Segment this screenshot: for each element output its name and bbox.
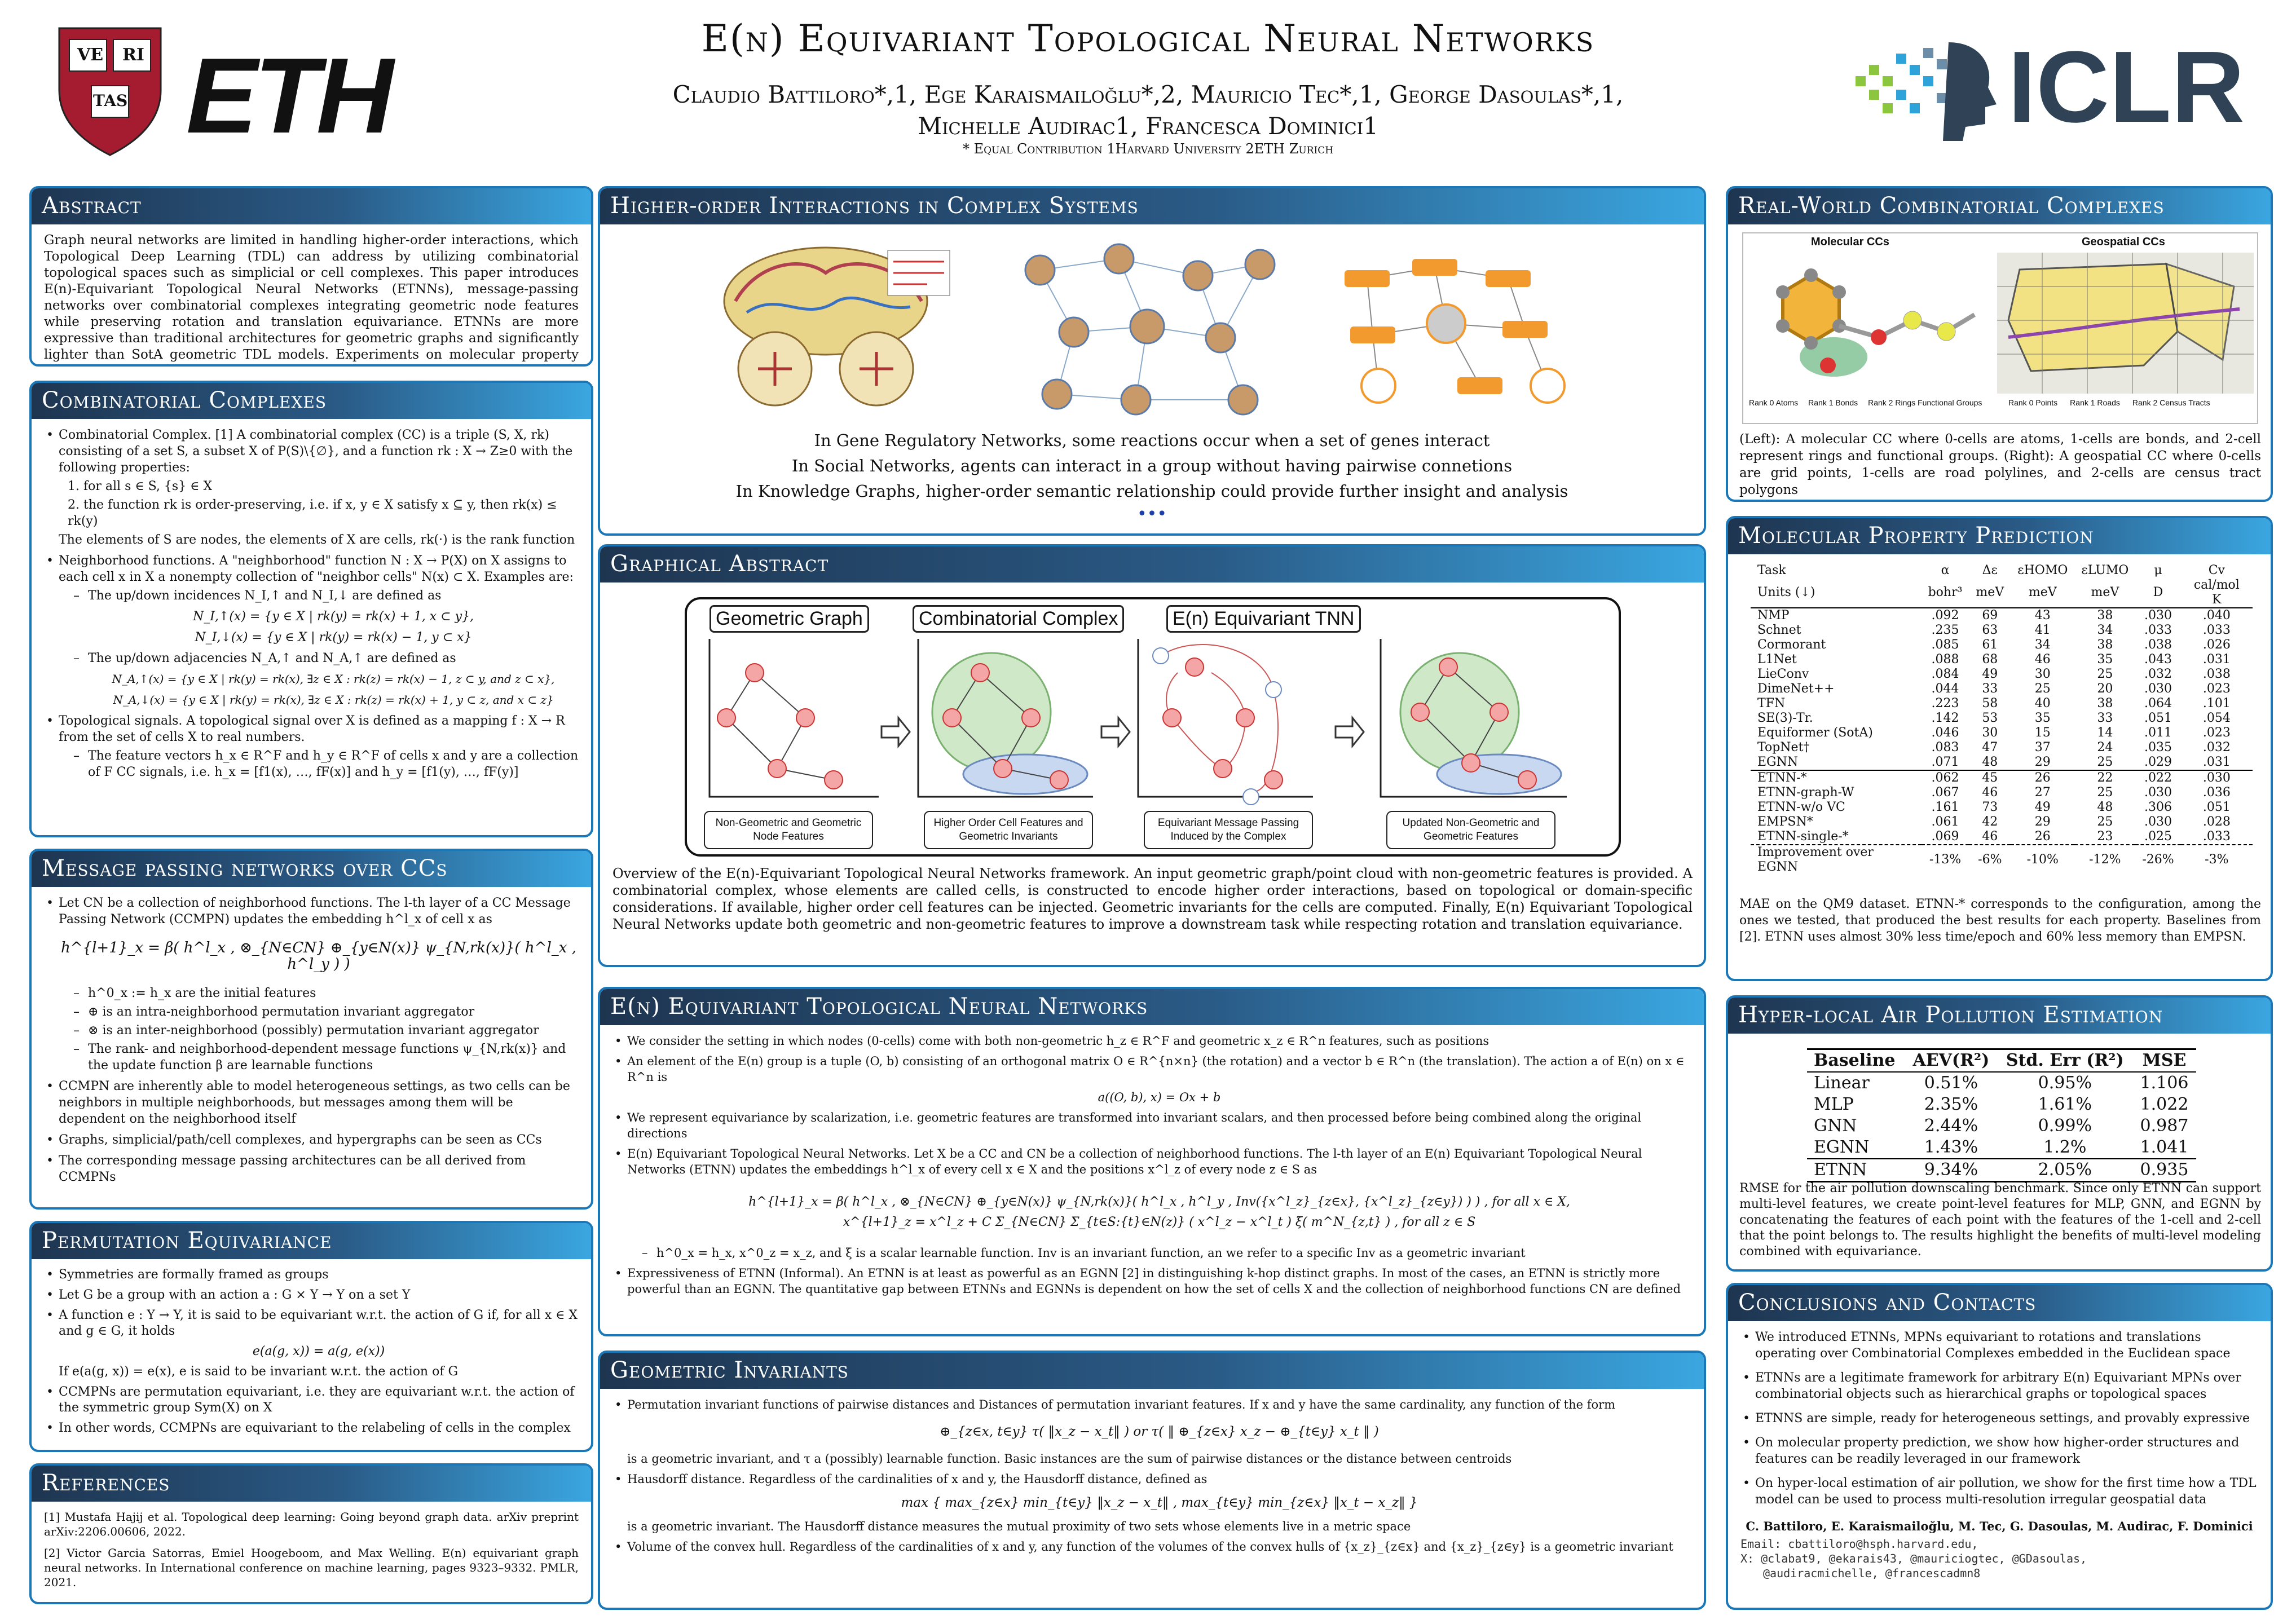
cc-incidences: – The up/down incidences N_I,↑ and N_I,↓ are defined as N_I,↑(x) = {y ∈ X | rk(y) = rk(x) + 1, x ⊂ y}, N_I,↓(x) = {y ∈ X | rk(y) = rk(x) − 1, y ⊂ x} — [72, 588, 579, 646]
perm-invariant: If e(a(g, x)) = e(x), e is said to be invariant w.r.t. the action of G — [59, 1365, 459, 1379]
mpp-table-cell: 46 — [1982, 785, 1998, 800]
air-table-cell: 0.51% — [1924, 1073, 1978, 1093]
mpp-table-row — [1751, 829, 2253, 845]
mpp-table-cell: 38 — [2097, 638, 2113, 652]
mpp-table-cell: 22 — [2097, 771, 2113, 785]
mpp-table-row — [1751, 696, 2253, 711]
mpp-table-cell: .029 — [2144, 755, 2172, 769]
etnn-bullet-2: • An element of the E(n) group is a tuple (O, b) consisting of an orthogonal matrix O ∈ R^{n×n} (the rotation) and a vector b ∈ R^n (the translation). The action a of E(n) on x ∈ R^n is a((O, b), x) = Ox + b — [612, 1053, 1691, 1105]
gene-network-illustration — [713, 239, 961, 408]
mpp-table-cell: 46 — [2034, 652, 2051, 667]
mpp-table-cell: 15 — [2034, 726, 2051, 740]
mpp-table-cell: 25 — [2034, 682, 2051, 696]
cc-adjacencies: – The up/down adjacencies N_A,↑ and N_A,↑ are defined as N_A,↑(x) = {y ∈ X | rk(y) = rk(x), ∃z ∈ X : rk(z) = rk(x) − 1, z ⊂ y, and z ⊂ x}, N_A,↓(x) = {y ∈ X | rk(y) = rk(x), ∃z ∈ X : rk(z) = rk(x) + 1, y ⊂ z, and x ⊂ z} — [72, 650, 579, 708]
conc-names: C. Battiloro, E. Karaismailoğlu, M. Tec, G. Dasoulas, M. Audirac, F. Dominici — [1746, 1519, 2253, 1533]
mpp-table-cell: .046 — [1931, 726, 1959, 740]
air-table-cell: 1.106 — [2140, 1073, 2189, 1093]
air-table-row — [1807, 1072, 2196, 1094]
gi-bullet-1: • Permutation invariant functions of pairwise distances and Distances of permutation invariant features. If x and y have the same cardinality, any function of the form ⊕_{z∈x, t∈y} τ( ‖x_z − x_t‖ ) or τ( ‖ ⊕_{z∈x} x_z − ⊕_{t∈y} x_t ‖ ) is a geometric invariant, and τ a (possibly) learnable function. Basic instances are the sum of pairwise distances or the distance between centroids — [612, 1397, 1691, 1467]
real-world-cc-panel — [1726, 186, 2273, 502]
cc-inc-eq-1: N_I,↑(x) = {y ∈ X | rk(y) = rk(x) + 1, x ⊂ y}, — [192, 610, 474, 624]
air-table-cell: 0.99% — [2038, 1116, 2092, 1136]
mp-desc-2: – ⊕ is an intra-neighborhood permutation invariant aggregator — [72, 1004, 579, 1020]
mpp-table-cell: .033 — [2202, 829, 2231, 844]
mpp-table-cell: 61 — [1982, 638, 1998, 652]
mpp-table-row — [1751, 726, 2253, 740]
air-etnn-row: ETNN 9.34% 2.05% 0.935 — [1807, 1159, 2196, 1182]
mpp-table-cell: .011 — [2144, 726, 2172, 740]
mpp-table-row — [1751, 711, 2253, 726]
cc-adj-eq-2: N_A,↓(x) = {y ∈ X | rk(y) = rk(x), ∃z ∈ X : rk(z) = rk(x) + 1, y ⊂ z, and x ⊂ z} — [113, 693, 554, 707]
mol-legend-rank2: Rank 2 Rings Functional Groups — [1868, 398, 1982, 407]
air-table-cell: 2.44% — [1924, 1116, 1978, 1136]
mpp-table-cell: .092 — [1931, 608, 1959, 623]
mpp-table-cell: .051 — [2202, 800, 2231, 814]
hoi-line-3: In Knowledge Graphs, higher-order semantic relationship could provide further insight and analysis — [735, 482, 1568, 501]
mpp-table-row — [1751, 785, 2253, 800]
mpp-table-cell: 73 — [1982, 800, 1998, 814]
etnn-title: E(n) Equivariant Topological Neural Networks — [600, 989, 1704, 1025]
iclr-logo: ICLR — [2008, 30, 2245, 144]
mpp-table-cell: .025 — [2144, 829, 2172, 844]
perm-bullet-2: • Let G be a group with an action a : G × Y → Y on a set Y — [44, 1287, 579, 1303]
ga-title: Graphical Abstract — [600, 546, 1704, 582]
mpp-table-cell: .101 — [2202, 696, 2231, 710]
refs-title: References — [32, 1466, 591, 1502]
cc-neighborhood: • Neighborhood functions. A "neighborhood" function N : X → P(X) on X assigns to each cell x in X a nonempty collection of "neighbor cells" N(x) ⊂ X. Examples are: – The up/down incidences N_I,↑ and N_I,↓ are defined as N_I,↑(x) = {y ∈ X | rk(y) = rk(x) + 1, x ⊂ y}, N_I,↓(x) = {y ∈ X | rk(y) = rk(x) − 1, y ⊂ x} – The up/down adjacencies N_A,↑ and N_A,↑ are defined as N_A,↑(x) = {y ∈ X | rk(y) = rk(x), ∃z ∈ X : rk(z) = rk(x) − 1, z ⊂ y, and z ⊂ x}, N_A,↓(x) = {y ∈ X | rk(y) = rk(x), ∃z ∈ X : rk(z) = rk(x) + 1, y ⊂ z, and x ⊂ z} — [44, 553, 579, 708]
mpp-table-cell: 26 — [2034, 771, 2051, 785]
mpp-table-cell: 46 — [1982, 829, 1998, 844]
mpp-table-cell: 30 — [2034, 667, 2051, 681]
mpp-table-cell: EMPSN* — [1757, 815, 1813, 829]
mpp-table-cell: 68 — [1982, 652, 1998, 667]
air-table-row — [1807, 1137, 2196, 1159]
permutation-panel — [29, 1221, 593, 1452]
mpp-table-cell: 40 — [2034, 696, 2051, 710]
air-table-cell: 2.35% — [1924, 1095, 1978, 1114]
mpp-table-cell: 69 — [1982, 608, 1998, 623]
mpp-table-cell: .033 — [2202, 623, 2231, 637]
mpp-improvement-row: Improvement over EGNN -13% -6% -10% -12% -26% -3% — [1751, 845, 2253, 875]
mpp-table-cell: 48 — [1982, 755, 1998, 769]
mpp-table-cell: ETNN-graph-W — [1757, 785, 1854, 800]
authors-line-1: Claudio Battiloro*,1, Ege Karaismailoğlu*,2, Mauricio Tec*,1, George Dasoulas*,1, — [672, 81, 1624, 108]
abstract-panel — [29, 186, 593, 367]
mpp-table-cell: 43 — [2034, 608, 2051, 623]
air-table-cell: GNN — [1814, 1116, 1857, 1136]
mpp-table-cell: 41 — [2034, 623, 2051, 637]
geo-legend-rank2: Rank 2 Census Tracts — [2132, 398, 2210, 407]
conclusions-panel — [1726, 1283, 2273, 1610]
mpp-table-cell: 42 — [1982, 815, 1998, 829]
cc-definition: • Combinatorial Complex. [1] A combinatorial complex (CC) is a triple (S, X, rk) consisting of a set S, a subset X of P(S)\{∅}, and a function rk : X → Z≥0 with the following properties: 1. for all s ∈ S, {s} ∈ X 2. the function rk is order-preserving, i.e. if x, y ∈ X satisfy x ⊆ y, then rk(x) ≤ rk(y) The elements of S are nodes, the elements of X are cells, rk(·) is the rank function — [44, 427, 579, 548]
gi-title: Geometric Invariants — [600, 1353, 1704, 1389]
air-table-cell: 1.022 — [2140, 1095, 2189, 1114]
ga-text: Overview of the E(n)-Equivariant Topological Neural Networks framework. An input geometric graph/point cloud with non-geometric features is provided. A combinatorial complex, whose elements are called cells, is constructed to encode higher order interactions, based on topological or domain-specific considerations. If available, higher order cell features can be injected. Geometric invariants for the cells are computed. Finally, E(n) Equivariant Topological Neural Networks update both geometric and non-geometric features to improve a downstream task while respecting rotation and translation equivariance. — [612, 866, 1693, 932]
conc-title: Conclusions and Contacts — [1728, 1285, 2271, 1321]
mpp-table-row — [1751, 623, 2253, 638]
mol-cc-title: Molecular CCs — [1811, 236, 1889, 248]
mpp-table-cell: 29 — [2034, 815, 2051, 829]
rw-title: Real-World Combinatorial Complexes — [1728, 188, 2271, 224]
mpp-table-cell: 48 — [2097, 800, 2113, 814]
geo-legend-rank0: Rank 0 Points — [2008, 398, 2058, 407]
references-panel — [29, 1463, 593, 1604]
geometric-invariants-panel — [598, 1351, 1706, 1610]
mpp-table-cell: 25 — [2097, 755, 2113, 769]
mpp-table-cell: .085 — [1931, 638, 1959, 652]
mpp-caption: MAE on the QM9 dataset. ETNN-* corresponds to the configuration, among the ones we tested, that produced the best results for each property. Baselines from [2]. ETNN uses almost 30% less time/epoch and 60% less memory than EMPSN. — [1739, 897, 2261, 944]
mpp-table-cell: .061 — [1931, 815, 1959, 829]
mpp-table-cell: .023 — [2202, 726, 2231, 740]
mpp-table-cell: 26 — [2034, 829, 2051, 844]
mp-desc-4: – The rank- and neighborhood-dependent message functions ψ_{N,rk(x)} and the update function β are learnable functions — [72, 1041, 579, 1074]
mol-legend-rank0: Rank 0 Atoms — [1749, 398, 1799, 407]
ga-title-geometric-graph: Geometric Graph — [709, 605, 869, 633]
etnn-desc-1: – h^0_x = h_x, x^0_z = x_z, and ξ is a scalar learnable function. Inv is an invariant function, an we refer to a specific Inv as a geometric invariant — [641, 1245, 1691, 1261]
mp-bullet-3: • Graphs, simplicial/path/cell complexes, and hypergraphs can be seen as CCs — [44, 1132, 579, 1148]
mpp-table-cell: 63 — [1982, 623, 1998, 637]
etnn-bullet-4: • E(n) Equivariant Topological Neural Networks. Let X be a CC and CN be a collection of neighborhood functions. The l-th layer of an E(n) Equivariant Topological Neural Networks (ETNN) updates the embeddings h^l_x of every cell x ∈ X and the positions x^l_z of every node z ∈ S as h^{l+1}_x = β( h^l_x , ⊗_{N∈CN} ⊕_{y∈N(x)} ψ_{N,rk(x)}( h^l_x , h^l_y , Inv({x^l_z}_{z∈x}, {x^l_z}_{z∈y}) ) ) , for all x ∈ X, x^{l+1}_z = x^l_z + C Σ_{N∈CN} Σ_{t∈S:{t}∈N(z)} ( x^l_z − x^l_t ) ξ( m^N_{z,t} ) , for all z ∈ S – h^0_x = h_x, x^0_z = x_z, and ξ is a scalar learnable function. Inv is an invariant function, an we refer to a specific Inv as a geometric invariant — [612, 1146, 1691, 1261]
mpp-table-cell: 45 — [1982, 771, 1998, 785]
mpp-table-cell: .028 — [2202, 815, 2231, 829]
mpp-table-cell: 24 — [2097, 740, 2113, 754]
ga-title-etnn: E(n) Equivariant TNN — [1166, 605, 1361, 633]
mpp-table-cell: .030 — [2144, 815, 2172, 829]
mpp-table-cell: 27 — [2034, 785, 2051, 800]
mpp-table-cell: 58 — [1982, 696, 1998, 710]
iclr-emblem-icon — [1844, 31, 2002, 144]
authors-line-2: Michelle Audirac1, Francesca Dominici1 — [918, 112, 1378, 140]
ga-title-combinatorial-complex: Combinatorial Complex — [913, 605, 1124, 633]
mpp-table-cell: .036 — [2202, 785, 2231, 800]
cc-features: – The feature vectors h_x ∈ R^F and h_y ∈ R^F of cells x and y are a collection of F CC signals, i.e. h_x = [f1(x), …, fF(x)] and h_y = [f1(y), …, fF(y)] — [72, 748, 579, 780]
mpp-table-cell: .044 — [1931, 682, 1959, 696]
cc-cells: The elements of S are nodes, the elements of X are cells, rk(·) is the rank function — [59, 533, 575, 547]
ga-figure — [685, 597, 1621, 857]
hoi-line-2: In Social Networks, agents can interact in a group without having pairwise connetions — [791, 456, 1513, 475]
mpp-table-cell: .062 — [1931, 771, 1959, 785]
mpp-table-cell: DimeNet++ — [1757, 682, 1835, 696]
mpp-table-row — [1751, 740, 2253, 755]
mpp-table-cell: ETNN-* — [1757, 771, 1807, 785]
mpp-table-row — [1751, 755, 2253, 770]
mpp-table-cell: .030 — [2144, 785, 2172, 800]
mpp-table-row — [1751, 815, 2253, 829]
mpp-table-cell: 37 — [2034, 740, 2051, 754]
abstract-text: Graph neural networks are limited in handling higher-order interactions, which Topological Deep Learning (TDL) can address by utilizing combinatorial topological spaces such as simplicial or cell complexes. This paper introduces E(n)-Equivariant Topological Neural Networks (ETNNs), message-passing networks over combinatorial complexes integrating geometric node features while preserving rotation and translation equivariance. ETNNs are more expressive than traditional architectures for geometric graphs and significantly lighter than SotA geometric TDL models. Experiments on molecular property — [44, 233, 579, 362]
mpp-table-cell: .071 — [1931, 755, 1959, 769]
mpp-table-cell: 23 — [2097, 829, 2113, 844]
mpp-table-cell: Equiformer (SotA) — [1757, 726, 1873, 740]
air-table-row — [1807, 1115, 2196, 1137]
geo-cc-illustration — [1997, 253, 2254, 394]
rw-figure — [1742, 232, 2258, 424]
mpp-header-row-2: Units (↓) bohr³ meV meV meV D cal/mol K — [1751, 578, 2253, 608]
air-pollution-panel — [1726, 995, 2273, 1272]
conc-bullet-4: • On molecular property prediction, we show how higher-order structures and features can be readily leveraged in our framework — [1740, 1435, 2258, 1467]
etnn-bullet-5: • Expressiveness of ETNN (Informal). An ETNN is at least as powerful as an EGNN [2] in distinguishing k-hop distinct graphs. In most of the cases, an ETNN is strictly more powerful than an EGNN. The quantitative gap between ETNNs and EGNNs is dependent on how the set of cells X and the collection of neighborhood functions CN are defined — [612, 1265, 1691, 1297]
harvard-logo-tas: TAS — [93, 91, 128, 110]
ga-caption-2: Higher Order Cell Features and Geometric Invariants — [924, 811, 1093, 849]
mpp-table-cell: 25 — [2097, 785, 2113, 800]
perm-bullet-5: • In other words, CCMPNs are equivariant to the relabeling of cells in the complex — [44, 1420, 579, 1436]
gi-bullet-2b: is a geometric invariant. The Hausdorff distance measures the mutual proximity of two sets whose elements live in a metric space — [627, 1520, 1411, 1533]
mpp-table-cell: .084 — [1931, 667, 1959, 681]
molecular-property-panel — [1726, 516, 2273, 981]
harvard-logo-ri: RI — [122, 45, 144, 65]
etnn-equation-1: a((O, b), x) = Ox + b — [1098, 1091, 1221, 1104]
air-table-cell: 0.987 — [2140, 1116, 2189, 1136]
graphical-abstract-panel — [598, 544, 1706, 967]
knowledge-graph-illustration — [1322, 245, 1593, 414]
mpp-table-cell: .038 — [2144, 638, 2172, 652]
mpp-table-cell: .030 — [2144, 682, 2172, 696]
mpp-table-cell: 38 — [2097, 696, 2113, 710]
air-header-row: Baseline AEV(R²) Std. Err (R²) MSE — [1807, 1049, 2196, 1073]
conc-x-handles-2[interactable]: @audiracmichelle, @francescadmn8 — [1763, 1566, 1981, 1580]
mpp-table-cell: .033 — [2144, 623, 2172, 637]
hoi-dots: ••• — [1136, 504, 1167, 524]
mpp-table-cell: .306 — [2144, 800, 2172, 814]
air-title: Hyper-local Air Pollution Estimation — [1728, 998, 2271, 1034]
mpp-table-row — [1751, 608, 2253, 623]
mpp-table-cell: .088 — [1931, 652, 1959, 667]
mpp-table-cell: L1Net — [1757, 652, 1797, 667]
abstract-title: Abstract — [32, 188, 591, 224]
mpp-table-cell: 38 — [2097, 608, 2113, 623]
mp-title: Message passing networks over CCs — [32, 851, 591, 887]
mp-desc-3: – ⊗ is an inter-neighborhood (possibly) permutation invariant aggregator — [72, 1022, 579, 1039]
message-passing-panel — [29, 849, 593, 1210]
mp-equation: h^{l+1}_x = β( h^l_x , ⊗_{N∈CN} ⊕_{y∈N(x)} ψ_{N,rk(x)}( h^l_x , h^l_y ) ) — [61, 939, 576, 973]
harvard-logo-ve: VE — [77, 45, 104, 65]
mpp-table-cell: .038 — [2202, 667, 2231, 681]
ref-2: [2] Victor Garcia Satorras, Emiel Hoogeboom, and Max Welling. E(n) equivariant graph neural networks. In International conference on machine learning, pages 9323–9332. PMLR, 2021. — [44, 1546, 579, 1589]
mp-intro: • Let CN be a collection of neighborhood functions. The l-th layer of a CC Message Passing Network (CCMPN) updates the embedding h^l_x of cell x as h^{l+1}_x = β( h^l_x , ⊗_{N∈CN} ⊕_{y∈N(x)} ψ_{N,rk(x)}( h^l_x , h^l_y ) ) – h^0_x := h_x are the initial features – ⊕ is an intra-neighborhood permutation invariant aggregator – ⊗ is an inter-neighborhood (possibly) permutation invariant aggregator – The rank- and neighborhood-dependent message functions ψ_{N,rk(x)} and the update function β are learnable functions — [44, 895, 579, 1074]
etnn-equation-2b: x^{l+1}_z = x^l_z + C Σ_{N∈CN} Σ_{t∈S:{t}∈N(z)} ( x^l_z − x^l_t ) ξ( m^N_{z,t} ) , for all z ∈ S — [843, 1215, 1476, 1229]
mpp-table-cell: .083 — [1931, 740, 1959, 754]
air-table-cell: EGNN — [1814, 1137, 1870, 1157]
conc-x-handles-1[interactable]: X: @clabat9, @ekarais43, @mauriciogtec, @GDasoulas, — [1740, 1552, 2087, 1565]
mpp-table-row — [1751, 682, 2253, 696]
mpp-table-cell: 34 — [2034, 638, 2051, 652]
mpp-table-cell: NMP — [1757, 608, 1790, 623]
conc-email[interactable]: Email: cbattiloro@hsph.harvard.edu, — [1740, 1537, 1978, 1551]
mpp-table-cell: .043 — [2144, 652, 2172, 667]
mpp-table-cell: .032 — [2144, 667, 2172, 681]
gi-bullet-3: • Volume of the convex hull. Regardless of the cardinalities of x and y, any function of the volumes of the convex hulls of {x_z}_{z∈x} and {x_z}_{z∈y} is a geometric invariant — [612, 1539, 1691, 1555]
mpp-table-cell: 33 — [1982, 682, 1998, 696]
mpp-table-row — [1751, 800, 2253, 815]
etnn-panel — [598, 987, 1706, 1336]
ga-caption-3: Equivariant Message Passing Induced by the Complex — [1144, 811, 1313, 849]
rw-caption: (Left): A molecular CC where 0-cells are atoms, 1-cells are bonds, and 2-cell represent rings and functional groups. (Right): A geospatial CC where 0-cells are grid points, 1-cells are road polylines, and 2-cells are census tract polygons — [1739, 432, 2261, 497]
mpp-table-cell: 49 — [2034, 800, 2051, 814]
mp-desc-1: – h^0_x := h_x are the initial features — [72, 985, 579, 1001]
mpp-table-cell: .032 — [2202, 740, 2231, 754]
mpp-table-cell: 53 — [1982, 711, 1998, 725]
cc-property-2: 2. the function rk is order-preserving, i.e. if x, y ∈ X satisfy x ⊆ y, then rk(x) ≤ rk(y) — [68, 498, 557, 528]
mpp-table-cell: EGNN — [1757, 755, 1799, 769]
mpp-table-cell: Schnet — [1757, 623, 1801, 637]
perm-equation: e(a(g, x)) = a(g, e(x)) — [252, 1344, 385, 1358]
conc-bullet-1: • We introduced ETNNs, MPNs equivariant to rotations and translations operating over Combinatorial Complexes embedded in the Euclidean space — [1740, 1329, 2258, 1362]
mp-bullet-4: • The corresponding message passing architectures can be all derived from CCMPNs — [44, 1153, 579, 1185]
mpp-table-cell: 47 — [1982, 740, 1998, 754]
mpp-table-cell: ETNN-single-* — [1757, 829, 1849, 844]
mpp-table-cell: 20 — [2097, 682, 2113, 696]
mpp-table-cell: 34 — [2097, 623, 2113, 637]
air-table-cell: 1.43% — [1924, 1137, 1978, 1157]
mpp-table-cell: 14 — [2097, 726, 2113, 740]
air-table-cell: 1.2% — [2043, 1137, 2087, 1157]
mpp-table-cell: 35 — [2034, 711, 2051, 725]
gi-bullet-1b: is a geometric invariant, and τ a (possibly) learnable function. Basic instances are the sum of pairwise distances or the distance between centroids — [627, 1452, 1512, 1466]
mol-legend-rank1: Rank 1 Bonds — [1808, 398, 1858, 407]
mpp-table-cell: 29 — [2034, 755, 2051, 769]
cc-title: Combinatorial Complexes — [32, 383, 591, 419]
hoi-title: Higher-order Interactions in Complex Systems — [600, 188, 1704, 224]
mpp-table-cell: ETNN-w/o VC — [1757, 800, 1845, 814]
mpp-table-cell: .064 — [2144, 696, 2172, 710]
mpp-table-cell: .051 — [2144, 711, 2172, 725]
mpp-table-cell: .161 — [1931, 800, 1959, 814]
perm-title: Permutation Equivariance — [32, 1223, 591, 1259]
mpp-table-cell: .031 — [2202, 652, 2231, 667]
mpp-table-cell: .022 — [2144, 771, 2172, 785]
mpp-table-cell: .040 — [2202, 608, 2231, 623]
mpp-table-cell: .030 — [2144, 608, 2172, 623]
mpp-table-cell: 25 — [2097, 667, 2113, 681]
air-table-cell: Linear — [1814, 1073, 1870, 1093]
air-table-cell: 1.041 — [2140, 1137, 2189, 1157]
perm-bullet-4: • CCMPNs are permutation equivariant, i.e. they are equivariant w.r.t. the action of the symmetric group Sym(X) on X — [44, 1384, 579, 1416]
mpp-table-cell: Cormorant — [1757, 638, 1826, 652]
mpp-table-row — [1751, 770, 2253, 785]
combinatorial-complexes-panel — [29, 381, 593, 837]
air-table-cell: MLP — [1814, 1095, 1854, 1114]
mpp-table-cell: .235 — [1931, 623, 1959, 637]
mpp-table-cell: 33 — [2097, 711, 2113, 725]
mpp-table-cell: .031 — [2202, 755, 2231, 769]
gi-equation-2: max { max_{z∈x} min_{t∈y} ‖x_z − x_t‖ , max_{t∈y} min_{z∈x} ‖x_t − x_z‖ } — [901, 1495, 1418, 1510]
air-table-row — [1807, 1094, 2196, 1115]
mpp-table-row — [1751, 638, 2253, 652]
cc-adj-eq-1: N_A,↑(x) = {y ∈ X | rk(y) = rk(x), ∃z ∈ X : rk(z) = rk(x) − 1, z ⊂ y, and z ⊂ x}, — [112, 672, 555, 686]
cc-signals: • Topological signals. A topological signal over X is defined as a mapping f : X → R from the set of cells X to real numbers. – The feature vectors h_x ∈ R^F and h_y ∈ R^F of cells x and y are a collection of F CC signals, i.e. h_x = [f1(x), …, fF(x)] and h_y = [f1(y), …, fF(y)] — [44, 713, 579, 780]
air-caption: RMSE for the air pollution downscaling benchmark. Since only ETNN can support multi-level features, we create point-level features for MLP, GNN, and EGNN by concatenating the features of each point with the features of the 1-cell and 2-cell that the point belongs to. The results highlight the benefits of multi-level modeling combined with equivariance. — [1739, 1181, 2261, 1259]
mpp-table-cell: TopNet† — [1757, 740, 1810, 754]
mpp-table-cell: 25 — [2097, 815, 2113, 829]
gi-bullet-2: • Hausdorff distance. Regardless of the cardinalities of x and y, the Hausdorff distance, defined as max { max_{z∈x} min_{t∈y} ‖x_z − x_t‖ , max_{t∈y} min_{z∈x} ‖x_t − x_z‖ } is a geometric invariant. The Hausdorff distance measures the mutual proximity of two sets whose elements live in a metric space — [612, 1471, 1691, 1534]
mpp-table-cell: .054 — [2202, 711, 2231, 725]
affiliations: * Equal Contribution 1Harvard University 2ETH Zurich — [962, 141, 1334, 157]
mpp-table-cell: 49 — [1982, 667, 1998, 681]
air-table — [1807, 1048, 2196, 1182]
mol-cc-illustration — [1749, 253, 1986, 394]
cc-property-1: 1. for all s ∈ S, {s} ∈ X — [68, 479, 213, 493]
hoi-line-1: In Gene Regulatory Networks, some reactions occur when a set of genes interact — [814, 431, 1490, 450]
poster-title: E(n) Equivariant Topological Neural Networks — [701, 17, 1595, 60]
mpp-table-cell: .142 — [1931, 711, 1959, 725]
mpp-table-row — [1751, 652, 2253, 667]
etnn-bullet-3: • We represent equivariance by scalarization, i.e. geometric features are transformed into invariant scalars, and then processed before being combined along the original directions — [612, 1110, 1691, 1141]
air-table-cell: 0.95% — [2038, 1073, 2092, 1093]
gi-equation-1: ⊕_{z∈x, t∈y} τ( ‖x_z − x_t‖ ) or τ( ‖ ⊕_{z∈x} x_z − ⊕_{t∈y} x_t ‖ ) — [940, 1424, 1379, 1439]
mpp-table-cell: .023 — [2202, 682, 2231, 696]
ref-1: [1] Mustafa Hajij et al. Topological deep learning: Going beyond graph data. arXiv preprint arXiv:2206.00606, 2022. — [44, 1510, 579, 1538]
perm-bullet-3: • A function e : Y → Y, it is said to be equivariant w.r.t. the action of G if, for all x ∈ X and g ∈ G, it holds e(a(g, x)) = a(g, e(x)) If e(a(g, x)) = e(x), e is said to be invariant w.r.t. the action of G — [44, 1308, 579, 1380]
conc-bullet-3: • ETNNS are simple, ready for heterogeneous settings, and provably expressive — [1740, 1410, 2258, 1427]
mpp-table-cell: .026 — [2202, 638, 2231, 652]
hoi-panel — [598, 186, 1706, 536]
mp-bullet-2: • CCMPN are inherently able to model heterogeneous settings, as two cells can be neighbors in multiple neighborhoods, but messages among them will be dependent on the neighborhood itself — [44, 1078, 579, 1127]
geo-cc-title: Geospatial CCs — [2082, 236, 2165, 248]
mpp-table-cell: 35 — [2097, 652, 2113, 667]
conc-bullet-2: • ETNNs are a legitimate framework for arbitrary E(n) Equivariant MPNs over combinatorial objects such as hierarchical graphs or topological spaces — [1740, 1370, 2258, 1402]
mpp-header-row-1: Task α Δε εHOMO εLUMO μ Cv — [1757, 563, 2225, 577]
etnn-bullet-1: • We consider the setting in which nodes (0-cells) come with both non-geometric h_z ∈ R^F and geometric x_z ∈ R^n features, such as positions — [612, 1033, 1691, 1049]
mpp-table-cell: SE(3)-Tr. — [1757, 711, 1813, 725]
social-network-illustration — [1006, 236, 1288, 417]
mpp-title: Molecular Property Prediction — [1728, 518, 2271, 554]
mpp-table — [1751, 563, 2253, 875]
mpp-table-cell: .030 — [2202, 771, 2231, 785]
mpp-table-cell: .067 — [1931, 785, 1959, 800]
mpp-table-cell: .223 — [1931, 696, 1959, 710]
geo-legend-rank1: Rank 1 Roads — [2070, 398, 2120, 407]
ga-caption-1: Non-Geometric and Geometric Node Features — [704, 811, 873, 849]
mpp-table-row — [1751, 667, 2253, 682]
mpp-table-cell: 30 — [1982, 726, 1998, 740]
mpp-table-cell: .035 — [2144, 740, 2172, 754]
mpp-table-cell: TFN — [1757, 696, 1786, 710]
cc-inc-eq-2: N_I,↓(x) = {y ∈ X | rk(y) = rk(x) − 1, y ⊂ x} — [195, 630, 472, 645]
conc-bullet-5: • On hyper-local estimation of air pollution, we show for the first time how a TDL model can be used to process multi-resolution irregular geospatial data — [1740, 1475, 2258, 1508]
air-table-cell: 1.61% — [2038, 1095, 2092, 1114]
eth-logo: ETH — [186, 36, 390, 156]
perm-bullet-1: • Symmetries are formally framed as groups — [44, 1267, 579, 1283]
ga-caption-4: Updated Non-Geometric and Geometric Features — [1386, 811, 1555, 849]
mpp-table-cell: .069 — [1931, 829, 1959, 844]
etnn-equation-2a: h^{l+1}_x = β( h^l_x , ⊗_{N∈CN} ⊕_{y∈N(x)} ψ_{N,rk(x)}( h^l_x , h^l_y , Inv({x^l_z}_{z∈x}, {x^l_z}_{z∈y}) ) ) , for all x ∈ X, — [748, 1195, 1570, 1209]
mpp-table-cell: LieConv — [1757, 667, 1809, 681]
